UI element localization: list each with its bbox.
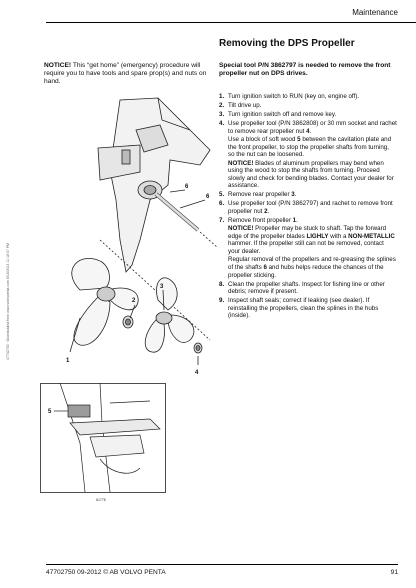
callout-6-lower: 6 — [206, 194, 210, 200]
step-3: 3. Turn ignition switch off and remove key. — [219, 110, 337, 118]
step-8: 8. Clean the propeller shafts. Inspect for fishing line or other debris; remove if present. — [219, 280, 385, 296]
page-title: Removing the DPS Propeller — [219, 38, 355, 49]
header-rule — [46, 22, 416, 23]
callout-2: 2 — [132, 298, 136, 304]
propeller-exploded-illustration — [40, 90, 220, 380]
callout-1: 1 — [66, 358, 70, 364]
step-7: 7. Remove front propeller 1. NOTICE! Propeller may be stuck to shaft. Tap the forward edge of the propeller blades LIGHLY with a NON-METALLIC hammer. If the propeller still can not be removed, contact your dealer. Regular removal of the propellers and re-greasing the splines of the shafts 6 and hubs helps reduce the chances of the propeller sticking. — [219, 216, 396, 279]
download-side-note — [6, 210, 14, 360]
step-7-notice: NOTICE! Propeller may be stuck to shaft. Tap the forward edge of the propeller blades LIGHLY with a NON-METALLIC hammer. If the propeller still can not be removed, contact your dealer. — [228, 225, 395, 256]
procedure-steps — [219, 93, 397, 321]
step-4: 4. Use propeller tool (P/N 3862808) or 30 mm socket and rachet to remove rear propeller nut 4. Use a block of soft wood 5 between the cavitation plate and the front propeller, to stop the propeller shafts from turning, so the nut can be loosened. NOTICE! Blades of aluminum propellers may bend when using the wood to stop the shafts from turning. Proceed slowly and check for bending blades. Contact your dealer for assistance. — [219, 119, 397, 190]
page-number: 91 — [390, 569, 398, 576]
callout-5: 5 — [48, 409, 52, 415]
step-9: 9. Inspect shaft seals; correct if leaking (see dealer). If reinstalling the propellers, clean the splines in the hubs (inside). — [219, 297, 379, 320]
notice-left — [44, 62, 212, 86]
download-side-note-text: 47702750 · Downloaded from www.volvopenta.com 8/18/2014 11:18:07 PM — [6, 242, 10, 360]
footer-rule — [46, 564, 398, 565]
step-4-notice: NOTICE! Blades of aluminum propellers may bend when using the wood to stop the shafts from turning. Proceed slowly and check for bending blades. Contact your dealer for assistance. — [228, 159, 394, 190]
footer-document-id: 47702750 09-2012 © AB VOLVO PENTA — [46, 569, 166, 576]
callout-4: 4 — [195, 370, 199, 376]
callout-3: 3 — [160, 284, 164, 290]
figure-code: 61778 — [96, 498, 106, 502]
wood-block-shape — [68, 405, 90, 417]
step-1: 1. Turn ignition switch to RUN (key on, engine off). — [219, 93, 360, 100]
wood-block-inset-illustration — [40, 383, 166, 493]
callout-6-upper: 6 — [185, 184, 189, 190]
section-label: Maintenance — [352, 8, 398, 17]
step-2: 2. Tilt drive up. — [219, 101, 262, 109]
step-6: 6. Use propeller tool (P/N 3862797) and rachet to remove front propeller nut 2. — [219, 200, 393, 215]
step-4-wood-block-note: Use a block of soft wood 5 between the cavitation plate and the front propeller, to stop the propeller shafts from turning, so the nut can be loosened. — [228, 135, 392, 159]
step-5: 5. Remove rear propeller 3. — [219, 191, 297, 199]
notice-text: This “get home” (emergency) procedure will require you to have tools and spare prop(s) and nuts on hand. — [44, 62, 207, 85]
step-7-regrease-note: Regular removal of the propellers and re-greasing the splines of the shafts 6 and hubs helps reduce the chances of the propeller sticking. — [228, 256, 396, 279]
notice-label: NOTICE! — [44, 62, 72, 69]
special-tool-note: Special tool P/N 3862797 is needed to remove the front propeller nut on DPS drives. — [219, 62, 391, 77]
